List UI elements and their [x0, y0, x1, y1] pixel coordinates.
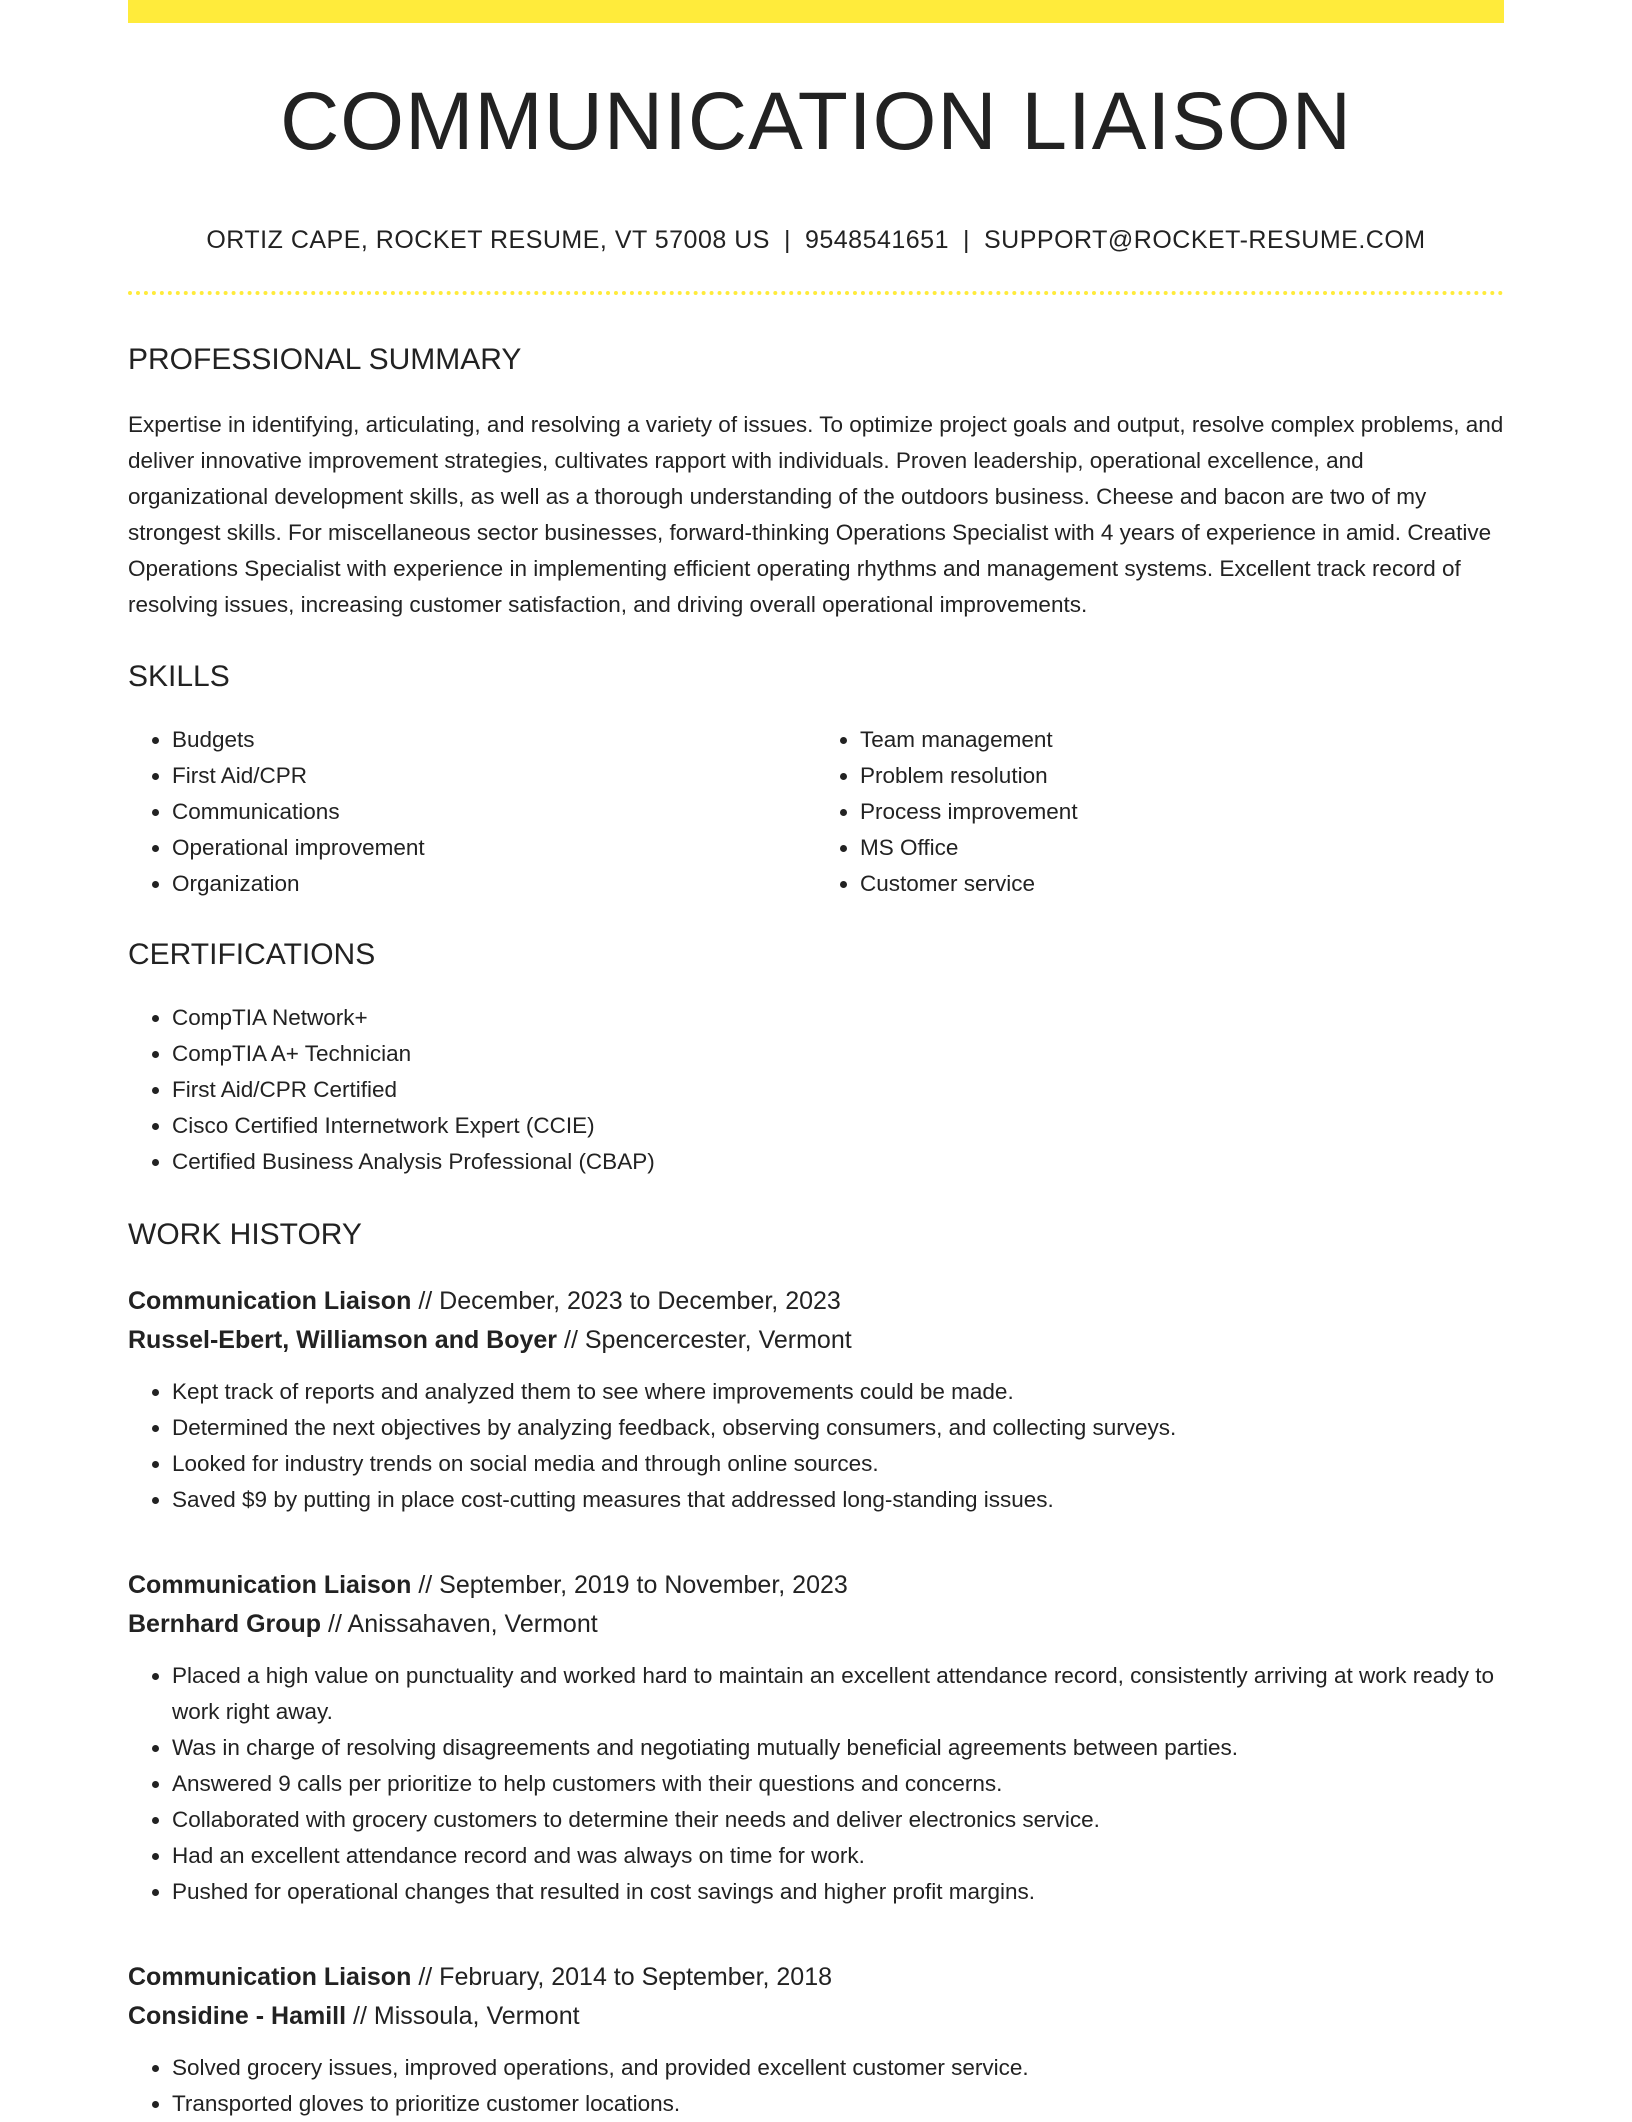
- skill-item: • Organization: [172, 866, 816, 902]
- skills-heading: SKILLS: [128, 660, 230, 693]
- job-separator: //: [564, 1326, 578, 1354]
- contact-email: SUPPORT@ROCKET-RESUME.COM: [984, 226, 1426, 254]
- job-role-line: [128, 1566, 1504, 1605]
- skill-item: • Operational improvement: [172, 830, 816, 866]
- job-separator: //: [328, 1610, 342, 1638]
- job-bullet: • Kept track of reports and analyzed them to see where improvements could be made.: [172, 1374, 1504, 1410]
- contact-line: [128, 226, 1504, 255]
- job-company: Considine - Hamill: [128, 2002, 347, 2030]
- dotted-divider: [128, 291, 1504, 295]
- work-history-heading: WORK HISTORY: [128, 1218, 362, 1251]
- job-bullet: • Transported gloves to prioritize customer locations.: [172, 2086, 1504, 2122]
- job-separator: //: [418, 1963, 433, 1991]
- job-entry: [128, 1566, 1504, 1910]
- job-location: Missoula, Vermont: [373, 2002, 580, 2030]
- job-bullet: • Determined the next objectives by analyzing feedback, observing consumers, and collecting surveys.: [172, 1410, 1504, 1446]
- job-bullet: • Collaborated with grocery customers to determine their needs and deliver electronics service.: [172, 1802, 1504, 1838]
- skills-list: [128, 722, 1504, 902]
- resume-name: COMMUNICATION LIAISON: [280, 76, 1352, 167]
- contact-address: ORTIZ CAPE, ROCKET RESUME, VT 57008 US: [206, 226, 770, 254]
- job-bullets: [128, 1374, 1504, 1518]
- skill-item: • Budgets: [172, 722, 816, 758]
- job-role: Communication Liaison: [128, 1963, 412, 1991]
- summary-heading: PROFESSIONAL SUMMARY: [128, 343, 522, 376]
- job-dates: December, 2023 to December, 2023: [439, 1287, 841, 1315]
- job-bullet: • Had an excellent attendance record and was always on time for work.: [172, 1838, 1504, 1874]
- resume-page: [128, 0, 1504, 2122]
- contact-phone: 9548541651: [804, 226, 949, 254]
- skill-item: • MS Office: [860, 830, 1504, 866]
- job-bullet: • Looked for industry trends on social media and through online sources.: [172, 1446, 1504, 1482]
- job-role: Communication Liaison: [128, 1287, 412, 1315]
- certification-item: • Cisco Certified Internetwork Expert (CCIE): [172, 1108, 1504, 1144]
- certification-item: • CompTIA Network+: [172, 1000, 1504, 1036]
- certification-item: • Certified Business Analysis Professional (CBAP): [172, 1144, 1504, 1180]
- skill-item: • Customer service: [860, 866, 1504, 902]
- job-entry: [128, 1282, 1504, 1518]
- job-bullet: • Answered 9 calls per prioritize to help customers with their questions and concerns.: [172, 1766, 1504, 1802]
- accent-bar: [128, 0, 1504, 23]
- job-location: Spencercester, Vermont: [584, 1326, 852, 1354]
- job-role: Communication Liaison: [128, 1571, 412, 1599]
- job-role-line: [128, 1958, 1504, 1997]
- job-separator: //: [418, 1571, 433, 1599]
- certifications-heading: CERTIFICATIONS: [128, 938, 376, 971]
- job-separator: //: [418, 1287, 433, 1315]
- skill-item: • Team management: [860, 722, 1504, 758]
- job-separator: //: [353, 2002, 367, 2030]
- job-entry: [128, 1958, 1504, 2122]
- job-company: Bernhard Group: [128, 1610, 322, 1638]
- job-bullet: • Saved $9 by putting in place cost-cutting measures that addressed long-standing issues.: [172, 1482, 1504, 1518]
- job-dates: February, 2014 to September, 2018: [439, 1963, 833, 1991]
- job-bullet: • Placed a high value on punctuality and worked hard to maintain an excellent attendance record, consistently arriving at work ready to work right away.: [172, 1658, 1504, 1730]
- job-bullets: [128, 1658, 1504, 1910]
- skill-item: • Communications: [172, 794, 816, 830]
- certification-item: • CompTIA A+ Technician: [172, 1036, 1504, 1072]
- job-dates: September, 2019 to November, 2023: [439, 1571, 848, 1599]
- skills-column-right: [816, 722, 1504, 902]
- job-bullet: • Was in charge of resolving disagreements and negotiating mutually beneficial agreements between parties.: [172, 1730, 1504, 1766]
- job-bullet: • Solved grocery issues, improved operations, and provided excellent customer service.: [172, 2050, 1504, 2086]
- job-bullet: • Pushed for operational changes that resulted in cost savings and higher profit margins.: [172, 1874, 1504, 1910]
- job-bullets: [128, 2050, 1504, 2122]
- skills-column-left: [128, 722, 816, 902]
- certification-item: • First Aid/CPR Certified: [172, 1072, 1504, 1108]
- contact-separator: |: [963, 226, 970, 254]
- summary-text: Expertise in identifying, articulating, and resolving a variety of issues. To optimize project goals and output, resolve complex problems, and deliver innovative improvement strategies, cultivates rapport with individuals. Proven leadership, operational excellence, and organizational development skills, as well as a thorough understanding of the outdoors business. Cheese and bacon are two of my strongest skills. For miscellaneous sector businesses, forward-thinking Operations Specialist with 4 years of experience in amid. Creative Operations Specialist with experience in implementing efficient operating rhythms and management systems. Excellent track record of resolving issues, increasing customer satisfaction, and driving overall operational improvements.: [128, 412, 1504, 617]
- contact-separator: |: [783, 226, 791, 254]
- skill-item: • Process improvement: [860, 794, 1504, 830]
- skill-item: • First Aid/CPR: [172, 758, 816, 794]
- job-company-line: [128, 1997, 1504, 2036]
- job-role-line: [128, 1282, 1504, 1321]
- job-company-line: [128, 1605, 1504, 1644]
- job-location: Anissahaven, Vermont: [347, 1610, 598, 1638]
- certifications-list: [128, 1000, 1504, 1180]
- job-company: Russel-Ebert, Williamson and Boyer: [128, 1326, 558, 1354]
- skill-item: • Problem resolution: [860, 758, 1504, 794]
- job-company-line: [128, 1321, 1504, 1360]
